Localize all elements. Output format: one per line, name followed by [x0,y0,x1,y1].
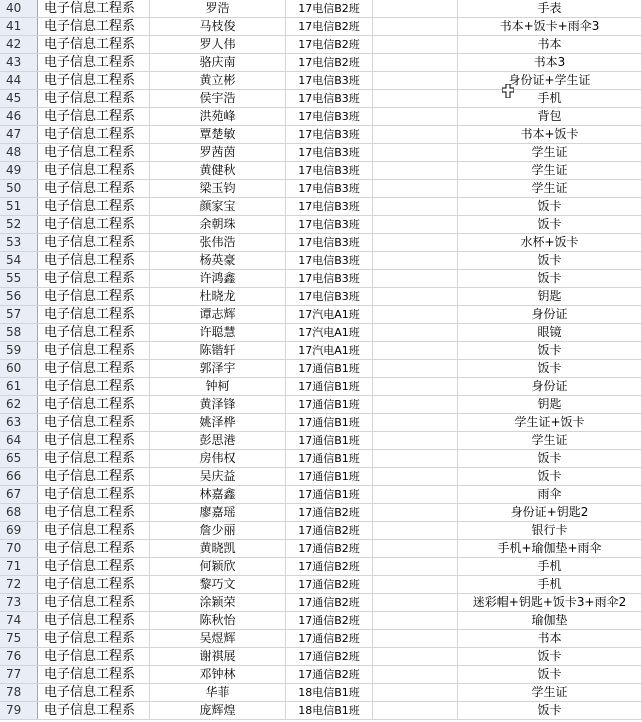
empty-cell[interactable] [373,72,458,89]
items-cell[interactable]: 背包 [458,108,642,125]
class-cell[interactable]: 17电信B3班 [286,288,373,305]
class-cell[interactable]: 17通信B2班 [286,612,373,629]
items-cell[interactable]: 书本+饭卡 [458,126,642,143]
name-cell[interactable]: 许聪慧 [150,324,286,341]
empty-cell[interactable] [373,594,458,611]
department-cell[interactable]: 电子信息工程系 [38,360,150,377]
class-cell[interactable]: 17通信B2班 [286,504,373,521]
class-cell[interactable]: 17通信B1班 [286,396,373,413]
items-cell[interactable]: 饭卡 [458,360,642,377]
items-cell[interactable]: 饭卡 [458,450,642,467]
items-cell[interactable]: 学生证 [458,684,642,701]
row-header[interactable]: 66 [0,468,38,485]
class-cell[interactable]: 17电信B3班 [286,216,373,233]
name-cell[interactable]: 邓钟林 [150,666,286,683]
row-header[interactable]: 40 [0,0,38,17]
row-header[interactable]: 69 [0,522,38,539]
empty-cell[interactable] [373,666,458,683]
table-row [0,342,642,360]
department-cell[interactable]: 电子信息工程系 [38,18,150,35]
department-cell[interactable]: 电子信息工程系 [38,396,150,413]
name-cell[interactable]: 陈秋怡 [150,612,286,629]
name-cell[interactable]: 吴庆益 [150,468,286,485]
items-cell[interactable]: 学生证 [458,162,642,179]
name-cell[interactable]: 廖嘉瑶 [150,504,286,521]
empty-cell[interactable] [373,90,458,107]
items-cell[interactable]: 迷彩帽+钥匙+饭卡3+雨伞2 [458,594,642,611]
name-cell[interactable]: 颜家宝 [150,198,286,215]
table-row [0,540,642,558]
row-header[interactable]: 48 [0,144,38,161]
name-cell[interactable]: 陈锴轩 [150,342,286,359]
row-header[interactable]: 70 [0,540,38,557]
row-header[interactable]: 75 [0,630,38,647]
class-cell[interactable]: 17通信B2班 [286,576,373,593]
name-cell[interactable]: 彭思港 [150,432,286,449]
class-cell[interactable]: 17通信B1班 [286,378,373,395]
row-header[interactable]: 78 [0,684,38,701]
items-cell[interactable]: 书本 [458,630,642,647]
items-cell[interactable]: 饭卡 [458,198,642,215]
name-cell[interactable]: 杨英豪 [150,252,286,269]
department-cell[interactable]: 电子信息工程系 [38,198,150,215]
department-cell[interactable]: 电子信息工程系 [38,666,150,683]
department-cell[interactable]: 电子信息工程系 [38,432,150,449]
name-cell[interactable]: 郭泽宇 [150,360,286,377]
department-cell[interactable]: 电子信息工程系 [38,684,150,701]
class-cell[interactable]: 17通信B2班 [286,666,373,683]
name-cell[interactable]: 骆庆南 [150,54,286,71]
row-header[interactable]: 47 [0,126,38,143]
table-row [0,162,642,180]
department-cell[interactable]: 电子信息工程系 [38,108,150,125]
empty-cell[interactable] [373,162,458,179]
class-cell[interactable]: 17电信B3班 [286,90,373,107]
empty-cell[interactable] [373,558,458,575]
row-header[interactable]: 58 [0,324,38,341]
table-row [0,630,642,648]
row-header[interactable]: 73 [0,594,38,611]
class-cell[interactable]: 17通信B2班 [286,630,373,647]
empty-cell[interactable] [373,414,458,431]
table-row [0,324,642,342]
table-row [0,378,642,396]
name-cell[interactable]: 林嘉鑫 [150,486,286,503]
items-cell[interactable]: 手机+瑜伽垫+雨伞 [458,540,642,557]
class-cell[interactable]: 17电信B2班 [286,0,373,17]
empty-cell[interactable] [373,648,458,665]
empty-cell[interactable] [373,324,458,341]
class-cell[interactable]: 17通信B2班 [286,558,373,575]
table-row [0,252,642,270]
department-cell[interactable]: 电子信息工程系 [38,378,150,395]
empty-cell[interactable] [373,18,458,35]
items-cell[interactable]: 饭卡 [458,270,642,287]
table-row [0,216,642,234]
class-cell[interactable]: 17电信B3班 [286,72,373,89]
name-cell[interactable]: 黄晓凯 [150,540,286,557]
items-cell[interactable]: 学生证+饭卡 [458,414,642,431]
table-row [0,144,642,162]
empty-cell[interactable] [373,378,458,395]
row-header[interactable]: 62 [0,396,38,413]
class-cell[interactable]: 17通信B2班 [286,540,373,557]
table-row [0,0,642,18]
name-cell[interactable]: 黄泽锋 [150,396,286,413]
class-cell[interactable]: 17通信B2班 [286,648,373,665]
department-cell[interactable]: 电子信息工程系 [38,522,150,539]
items-cell[interactable]: 饭卡 [458,648,642,665]
table-row [0,108,642,126]
class-cell[interactable]: 17通信B1班 [286,360,373,377]
name-cell[interactable]: 梁玉钧 [150,180,286,197]
department-cell[interactable]: 电子信息工程系 [38,270,150,287]
items-cell[interactable]: 身份证 [458,306,642,323]
name-cell[interactable]: 吴煜辉 [150,630,286,647]
class-cell[interactable]: 17电信B2班 [286,54,373,71]
department-cell[interactable]: 电子信息工程系 [38,126,150,143]
department-cell[interactable]: 电子信息工程系 [38,414,150,431]
row-header[interactable]: 76 [0,648,38,665]
row-header[interactable]: 60 [0,360,38,377]
table-row [0,36,642,54]
class-cell[interactable]: 17电信B3班 [286,252,373,269]
row-header[interactable]: 61 [0,378,38,395]
table-row [0,72,642,90]
empty-cell[interactable] [373,252,458,269]
table-row [0,558,642,576]
name-cell[interactable]: 罗人伟 [150,36,286,53]
items-cell[interactable]: 饭卡 [458,702,642,719]
name-cell[interactable]: 涂颖荣 [150,594,286,611]
empty-cell[interactable] [373,126,458,143]
row-header[interactable]: 46 [0,108,38,125]
items-cell[interactable]: 学生证 [458,144,642,161]
items-cell[interactable]: 书本 [458,36,642,53]
table-row [0,396,642,414]
row-header[interactable]: 45 [0,90,38,107]
name-cell[interactable]: 詹少丽 [150,522,286,539]
department-cell[interactable]: 电子信息工程系 [38,288,150,305]
table-row [0,288,642,306]
row-header[interactable]: 77 [0,666,38,683]
class-cell[interactable]: 17通信B2班 [286,522,373,539]
table-row [0,594,642,612]
items-cell[interactable]: 书本3 [458,54,642,71]
empty-cell[interactable] [373,630,458,647]
class-cell[interactable]: 18电信B1班 [286,684,373,701]
name-cell[interactable]: 杜晓龙 [150,288,286,305]
name-cell[interactable]: 张伟浩 [150,234,286,251]
table-row [0,504,642,522]
name-cell[interactable]: 华菲 [150,684,286,701]
department-cell[interactable]: 电子信息工程系 [38,0,150,17]
name-cell[interactable]: 许鸿鑫 [150,270,286,287]
class-cell[interactable]: 17电信B3班 [286,144,373,161]
empty-cell[interactable] [373,270,458,287]
department-cell[interactable]: 电子信息工程系 [38,486,150,503]
empty-cell[interactable] [373,504,458,521]
name-cell[interactable]: 姚泽桦 [150,414,286,431]
empty-cell[interactable] [373,360,458,377]
name-cell[interactable]: 何颖欣 [150,558,286,575]
class-cell[interactable]: 17电信B3班 [286,180,373,197]
department-cell[interactable]: 电子信息工程系 [38,306,150,323]
empty-cell[interactable] [373,54,458,71]
department-cell[interactable]: 电子信息工程系 [38,162,150,179]
empty-cell[interactable] [373,576,458,593]
department-cell[interactable]: 电子信息工程系 [38,504,150,521]
empty-cell[interactable] [373,306,458,323]
class-cell[interactable]: 17通信B1班 [286,468,373,485]
empty-cell[interactable] [373,0,458,17]
empty-cell[interactable] [373,144,458,161]
table-row [0,432,642,450]
department-cell[interactable]: 电子信息工程系 [38,216,150,233]
name-cell[interactable]: 覃楚敏 [150,126,286,143]
department-cell[interactable]: 电子信息工程系 [38,450,150,467]
department-cell[interactable]: 电子信息工程系 [38,630,150,647]
class-cell[interactable]: 17电信B3班 [286,270,373,287]
items-cell[interactable]: 身份证+学生证 [458,72,642,89]
items-cell[interactable]: 学生证 [458,180,642,197]
name-cell[interactable]: 马枝俊 [150,18,286,35]
empty-cell[interactable] [373,486,458,503]
empty-cell[interactable] [373,432,458,449]
row-header[interactable]: 44 [0,72,38,89]
empty-cell[interactable] [373,702,458,719]
table-row [0,234,642,252]
empty-cell[interactable] [373,36,458,53]
items-cell[interactable]: 饭卡 [458,468,642,485]
table-row [0,702,642,720]
class-cell[interactable]: 17通信B1班 [286,414,373,431]
name-cell[interactable]: 谢祺展 [150,648,286,665]
table-row [0,450,642,468]
name-cell[interactable]: 罗浩 [150,0,286,17]
items-cell[interactable]: 身份证 [458,378,642,395]
table-row [0,360,642,378]
name-cell[interactable]: 谭志辉 [150,306,286,323]
class-cell[interactable]: 17汽电A1班 [286,324,373,341]
class-cell[interactable]: 17电信B3班 [286,198,373,215]
items-cell[interactable]: 钥匙 [458,396,642,413]
empty-cell[interactable] [373,540,458,557]
items-cell[interactable]: 身份证+钥匙2 [458,504,642,521]
name-cell[interactable]: 洪苑峰 [150,108,286,125]
empty-cell[interactable] [373,396,458,413]
row-header[interactable]: 50 [0,180,38,197]
table-row [0,180,642,198]
table-row [0,18,642,36]
row-header[interactable]: 72 [0,576,38,593]
name-cell[interactable]: 钟柯 [150,378,286,395]
table-row [0,522,642,540]
row-header[interactable]: 79 [0,702,38,719]
department-cell[interactable]: 电子信息工程系 [38,90,150,107]
row-header[interactable]: 63 [0,414,38,431]
row-header[interactable]: 71 [0,558,38,575]
row-header[interactable]: 52 [0,216,38,233]
empty-cell[interactable] [373,234,458,251]
department-cell[interactable]: 电子信息工程系 [38,72,150,89]
table-row [0,576,642,594]
class-cell[interactable]: 17汽电A1班 [286,306,373,323]
department-cell[interactable]: 电子信息工程系 [38,324,150,341]
items-cell[interactable]: 瑜伽垫 [458,612,642,629]
row-header[interactable]: 43 [0,54,38,71]
table-row [0,90,642,108]
items-cell[interactable]: 手机 [458,558,642,575]
empty-cell[interactable] [373,684,458,701]
table-row [0,468,642,486]
department-cell[interactable]: 电子信息工程系 [38,576,150,593]
department-cell[interactable]: 电子信息工程系 [38,468,150,485]
row-header[interactable]: 51 [0,198,38,215]
table-row [0,612,642,630]
items-cell[interactable]: 饭卡 [458,252,642,269]
items-cell[interactable]: 手机 [458,576,642,593]
empty-cell[interactable] [373,216,458,233]
items-cell[interactable]: 学生证 [458,432,642,449]
row-header[interactable]: 42 [0,36,38,53]
department-cell[interactable]: 电子信息工程系 [38,702,150,719]
class-cell[interactable]: 17通信B1班 [286,450,373,467]
class-cell[interactable]: 17电信B3班 [286,108,373,125]
row-header[interactable]: 54 [0,252,38,269]
table-row [0,414,642,432]
row-header[interactable]: 65 [0,450,38,467]
department-cell[interactable]: 电子信息工程系 [38,54,150,71]
class-cell[interactable]: 17汽电A1班 [286,342,373,359]
empty-cell[interactable] [373,468,458,485]
department-cell[interactable]: 电子信息工程系 [38,558,150,575]
department-cell[interactable]: 电子信息工程系 [38,252,150,269]
row-header[interactable]: 55 [0,270,38,287]
table-row [0,684,642,702]
class-cell[interactable]: 17电信B2班 [286,36,373,53]
department-cell[interactable]: 电子信息工程系 [38,612,150,629]
row-header[interactable]: 49 [0,162,38,179]
table-row [0,666,642,684]
table-row [0,306,642,324]
class-cell[interactable]: 17电信B3班 [286,162,373,179]
row-header[interactable]: 57 [0,306,38,323]
class-cell[interactable]: 17通信B1班 [286,486,373,503]
items-cell[interactable]: 水杯+饭卡 [458,234,642,251]
items-cell[interactable]: 饭卡 [458,342,642,359]
department-cell[interactable]: 电子信息工程系 [38,648,150,665]
table-row [0,126,642,144]
name-cell[interactable]: 罗茜茵 [150,144,286,161]
table-row [0,648,642,666]
department-cell[interactable]: 电子信息工程系 [38,342,150,359]
empty-cell[interactable] [373,198,458,215]
empty-cell[interactable] [373,522,458,539]
table-row [0,54,642,72]
row-header[interactable]: 41 [0,18,38,35]
row-header[interactable]: 53 [0,234,38,251]
class-cell[interactable]: 18电信B1班 [286,702,373,719]
department-cell[interactable]: 电子信息工程系 [38,180,150,197]
row-header[interactable]: 68 [0,504,38,521]
row-header[interactable]: 56 [0,288,38,305]
department-cell[interactable]: 电子信息工程系 [38,36,150,53]
class-cell[interactable]: 17通信B2班 [286,594,373,611]
table-row [0,198,642,216]
empty-cell[interactable] [373,180,458,197]
row-header[interactable]: 59 [0,342,38,359]
class-cell[interactable]: 17通信B1班 [286,432,373,449]
department-cell[interactable]: 电子信息工程系 [38,540,150,557]
items-cell[interactable]: 银行卡 [458,522,642,539]
department-cell[interactable]: 电子信息工程系 [38,234,150,251]
empty-cell[interactable] [373,342,458,359]
items-cell[interactable]: 手表 [458,0,642,17]
class-cell[interactable]: 17电信B2班 [286,18,373,35]
empty-cell[interactable] [373,450,458,467]
table-row [0,486,642,504]
items-cell[interactable]: 饭卡 [458,216,642,233]
name-cell[interactable]: 侯宇浩 [150,90,286,107]
items-cell[interactable]: 书本+饭卡+雨伞3 [458,18,642,35]
name-cell[interactable]: 余朝珠 [150,216,286,233]
name-cell[interactable]: 房伟权 [150,450,286,467]
table-row [0,270,642,288]
department-cell[interactable]: 电子信息工程系 [38,594,150,611]
name-cell[interactable]: 黄健秋 [150,162,286,179]
items-cell[interactable]: 眼镜 [458,324,642,341]
name-cell[interactable]: 庞辉煌 [150,702,286,719]
empty-cell[interactable] [373,108,458,125]
items-cell[interactable]: 手机 [458,90,642,107]
items-cell[interactable]: 雨伞 [458,486,642,503]
class-cell[interactable]: 17电信B3班 [286,126,373,143]
empty-cell[interactable] [373,288,458,305]
row-header[interactable]: 74 [0,612,38,629]
empty-cell[interactable] [373,612,458,629]
class-cell[interactable]: 17电信B3班 [286,234,373,251]
department-cell[interactable]: 电子信息工程系 [38,144,150,161]
items-cell[interactable]: 钥匙 [458,288,642,305]
name-cell[interactable]: 黎巧文 [150,576,286,593]
items-cell[interactable]: 饭卡 [458,666,642,683]
name-cell[interactable]: 黄立彬 [150,72,286,89]
cell-select-cursor-icon [502,84,514,98]
row-header[interactable]: 67 [0,486,38,503]
row-header[interactable]: 64 [0,432,38,449]
